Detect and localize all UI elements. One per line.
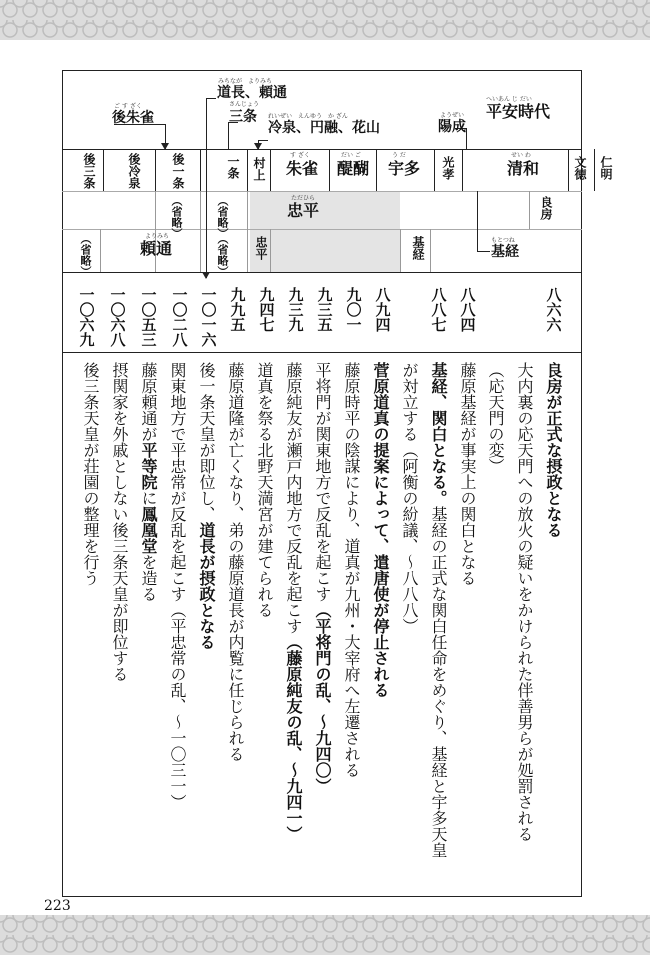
divider (376, 149, 377, 191)
divider (247, 149, 248, 191)
arrow-michinaga (202, 272, 210, 279)
pointer-mototsune (477, 191, 478, 251)
emperor-ninmyo: 仁明 (599, 156, 613, 180)
kampaku-tadahira: 忠平 (254, 236, 268, 260)
year: 八六六 (544, 287, 563, 332)
event-line: 大内裏の応天門への放火の疑いをかけられた伴善男らが処罰される (515, 362, 534, 842)
rule-years-top (62, 272, 582, 273)
divider (462, 149, 463, 191)
year: 九九五 (228, 287, 247, 332)
divider (270, 149, 271, 191)
pointer-yozei (466, 128, 467, 149)
emperor-suzaku: 朱雀 (286, 159, 319, 178)
ruby: ご す ざく (114, 103, 142, 110)
rule-events-top (62, 352, 582, 353)
event-line: 関東地方で平忠常が反乱を起こす（平忠常の乱、～一〇三一） (168, 362, 187, 810)
divider (155, 149, 156, 191)
ruby: ただひら (291, 195, 316, 202)
event-line: 藤原基経が事実上の関白となる (458, 362, 477, 586)
divider (100, 229, 101, 272)
label-mototsune: 基経 (491, 244, 519, 260)
ruby: だい ご (341, 152, 361, 159)
emperor-go-reizei: 後冷泉 (127, 153, 141, 189)
year: 九三五 (315, 287, 334, 332)
regent-tadahira: 忠平 (287, 201, 320, 220)
tadahira-regent-span (250, 192, 400, 229)
emperor-ichijo: 一条 (226, 155, 240, 179)
pointer-michinaga-h (206, 98, 216, 99)
kampaku-mototsune: 基経 (411, 236, 425, 260)
era-heading-ruby: へいあん じ だい (486, 96, 532, 103)
emperor-daigo: 醍醐 (337, 159, 370, 178)
arrow-goshujaku (161, 143, 169, 150)
emperor-koko: 光孝 (441, 156, 455, 180)
label-goshujaku: 後朱雀 (112, 110, 154, 126)
year: 八八四 (458, 287, 477, 332)
event-line: 藤原時平の陰謀により、道真が九州・大宰府へ左遷される (342, 362, 361, 778)
ruby: ようぜい (440, 112, 465, 119)
ruby: れいぜい えんゆう か ざん (268, 113, 348, 120)
pointer-reizei-h (258, 140, 268, 141)
event-line: 基経、関白となる。基経の正式な関白任命をめぐり、基経と宇多天皇 (429, 362, 448, 858)
divider (430, 229, 431, 272)
decorative-band-bottom (0, 915, 650, 955)
divider (594, 149, 595, 191)
emperor-go-sanjo: 後三条 (82, 153, 96, 189)
divider (329, 149, 330, 191)
event-line: 良房が正式な摂政となる (544, 362, 563, 538)
divider (200, 191, 201, 272)
year: 一〇六八 (108, 287, 127, 347)
event-line: 後一条天皇が即位し、道長が摂政となる (197, 362, 216, 650)
arrow-reizei (254, 143, 262, 150)
ruby: う だ (392, 152, 406, 159)
pointer-sanjo (228, 122, 229, 149)
kampaku-gap-span (250, 230, 400, 272)
event-line: が対立する（阿衡の紛議、～八八八） (400, 362, 419, 634)
year: 一〇二八 (170, 287, 189, 347)
event-line: 摂関家を外戚としない後三条天皇が即位する (110, 362, 129, 682)
kampaku-omitted: （省略） (216, 233, 229, 277)
label-reizei-enyu-kazan: 冷泉、円融、花山 (268, 120, 380, 136)
kampaku-omitted: （省略） (79, 233, 92, 277)
event-line: 藤原道隆が亡くなり、弟の藤原道長が内覧に任じられる (226, 362, 245, 762)
ruby: よりみち (145, 233, 170, 240)
year: 九四七 (257, 287, 276, 332)
divider (247, 191, 248, 272)
emperor-murakami: 村上 (252, 157, 266, 181)
divider (434, 149, 435, 191)
era-heading: 平安時代 (486, 102, 551, 121)
rule-emperor-top (62, 149, 582, 150)
emperor-montoku: 文徳 (573, 156, 587, 180)
label-yozei: 陽成 (438, 119, 466, 135)
page-number: 223 (44, 898, 71, 914)
year: 八九四 (373, 287, 392, 332)
event-line: 後三条天皇が荘園の整理を行う (81, 362, 100, 586)
event-line: 平将門が関東地方で反乱を起こす（平将門の乱、～九四〇） (313, 362, 332, 794)
divider (529, 191, 530, 229)
year: 一〇六九 (77, 287, 96, 347)
divider (568, 149, 569, 191)
divider (270, 229, 271, 272)
event-line: 道真を祭る北野天満宮が建てられる (255, 362, 274, 618)
pointer-mototsune-h (477, 251, 490, 252)
year: 九三九 (286, 287, 305, 332)
ruby: みちなが よりみち (218, 78, 273, 85)
divider (155, 191, 156, 272)
pointer-michinaga (206, 98, 207, 278)
kampaku-yorimichi: 頼通 (140, 239, 173, 258)
event-line: （応天門の変） (486, 362, 505, 474)
year: 八八七 (429, 287, 448, 332)
ruby: もとつね (491, 237, 515, 244)
event-line: 菅原道真の提案によって、遣唐使が停止される (371, 362, 390, 698)
year: 九〇一 (344, 287, 363, 332)
emperor-go-ichijo: 後一条 (171, 153, 185, 189)
year: 一〇一六 (199, 287, 218, 347)
ruby: さんじょう (229, 101, 260, 108)
event-line: 藤原頼通が平等院に鳳凰堂を造る (139, 362, 158, 602)
regent-omitted: （省略） (170, 195, 183, 239)
ruby: せい わ (511, 152, 531, 159)
label-sanjo: 三条 (229, 109, 257, 125)
regent-yoshifusa: 良房 (539, 196, 553, 220)
label-michinaga-yorimichi: 道長、頼通 (217, 85, 287, 101)
decorative-band-top (0, 0, 650, 40)
emperor-uda: 宇多 (388, 159, 421, 178)
divider (400, 229, 401, 272)
event-line: 藤原純友が瀬戸内地方で反乱を起こす（藤原純友の乱、～九四一） (284, 362, 303, 842)
emperor-seiwa: 清和 (507, 159, 540, 178)
regent-omitted: （省略） (216, 195, 229, 239)
divider (103, 149, 104, 191)
ruby: す ざく (290, 152, 310, 159)
divider (200, 149, 201, 191)
year: 一〇五三 (139, 287, 158, 347)
